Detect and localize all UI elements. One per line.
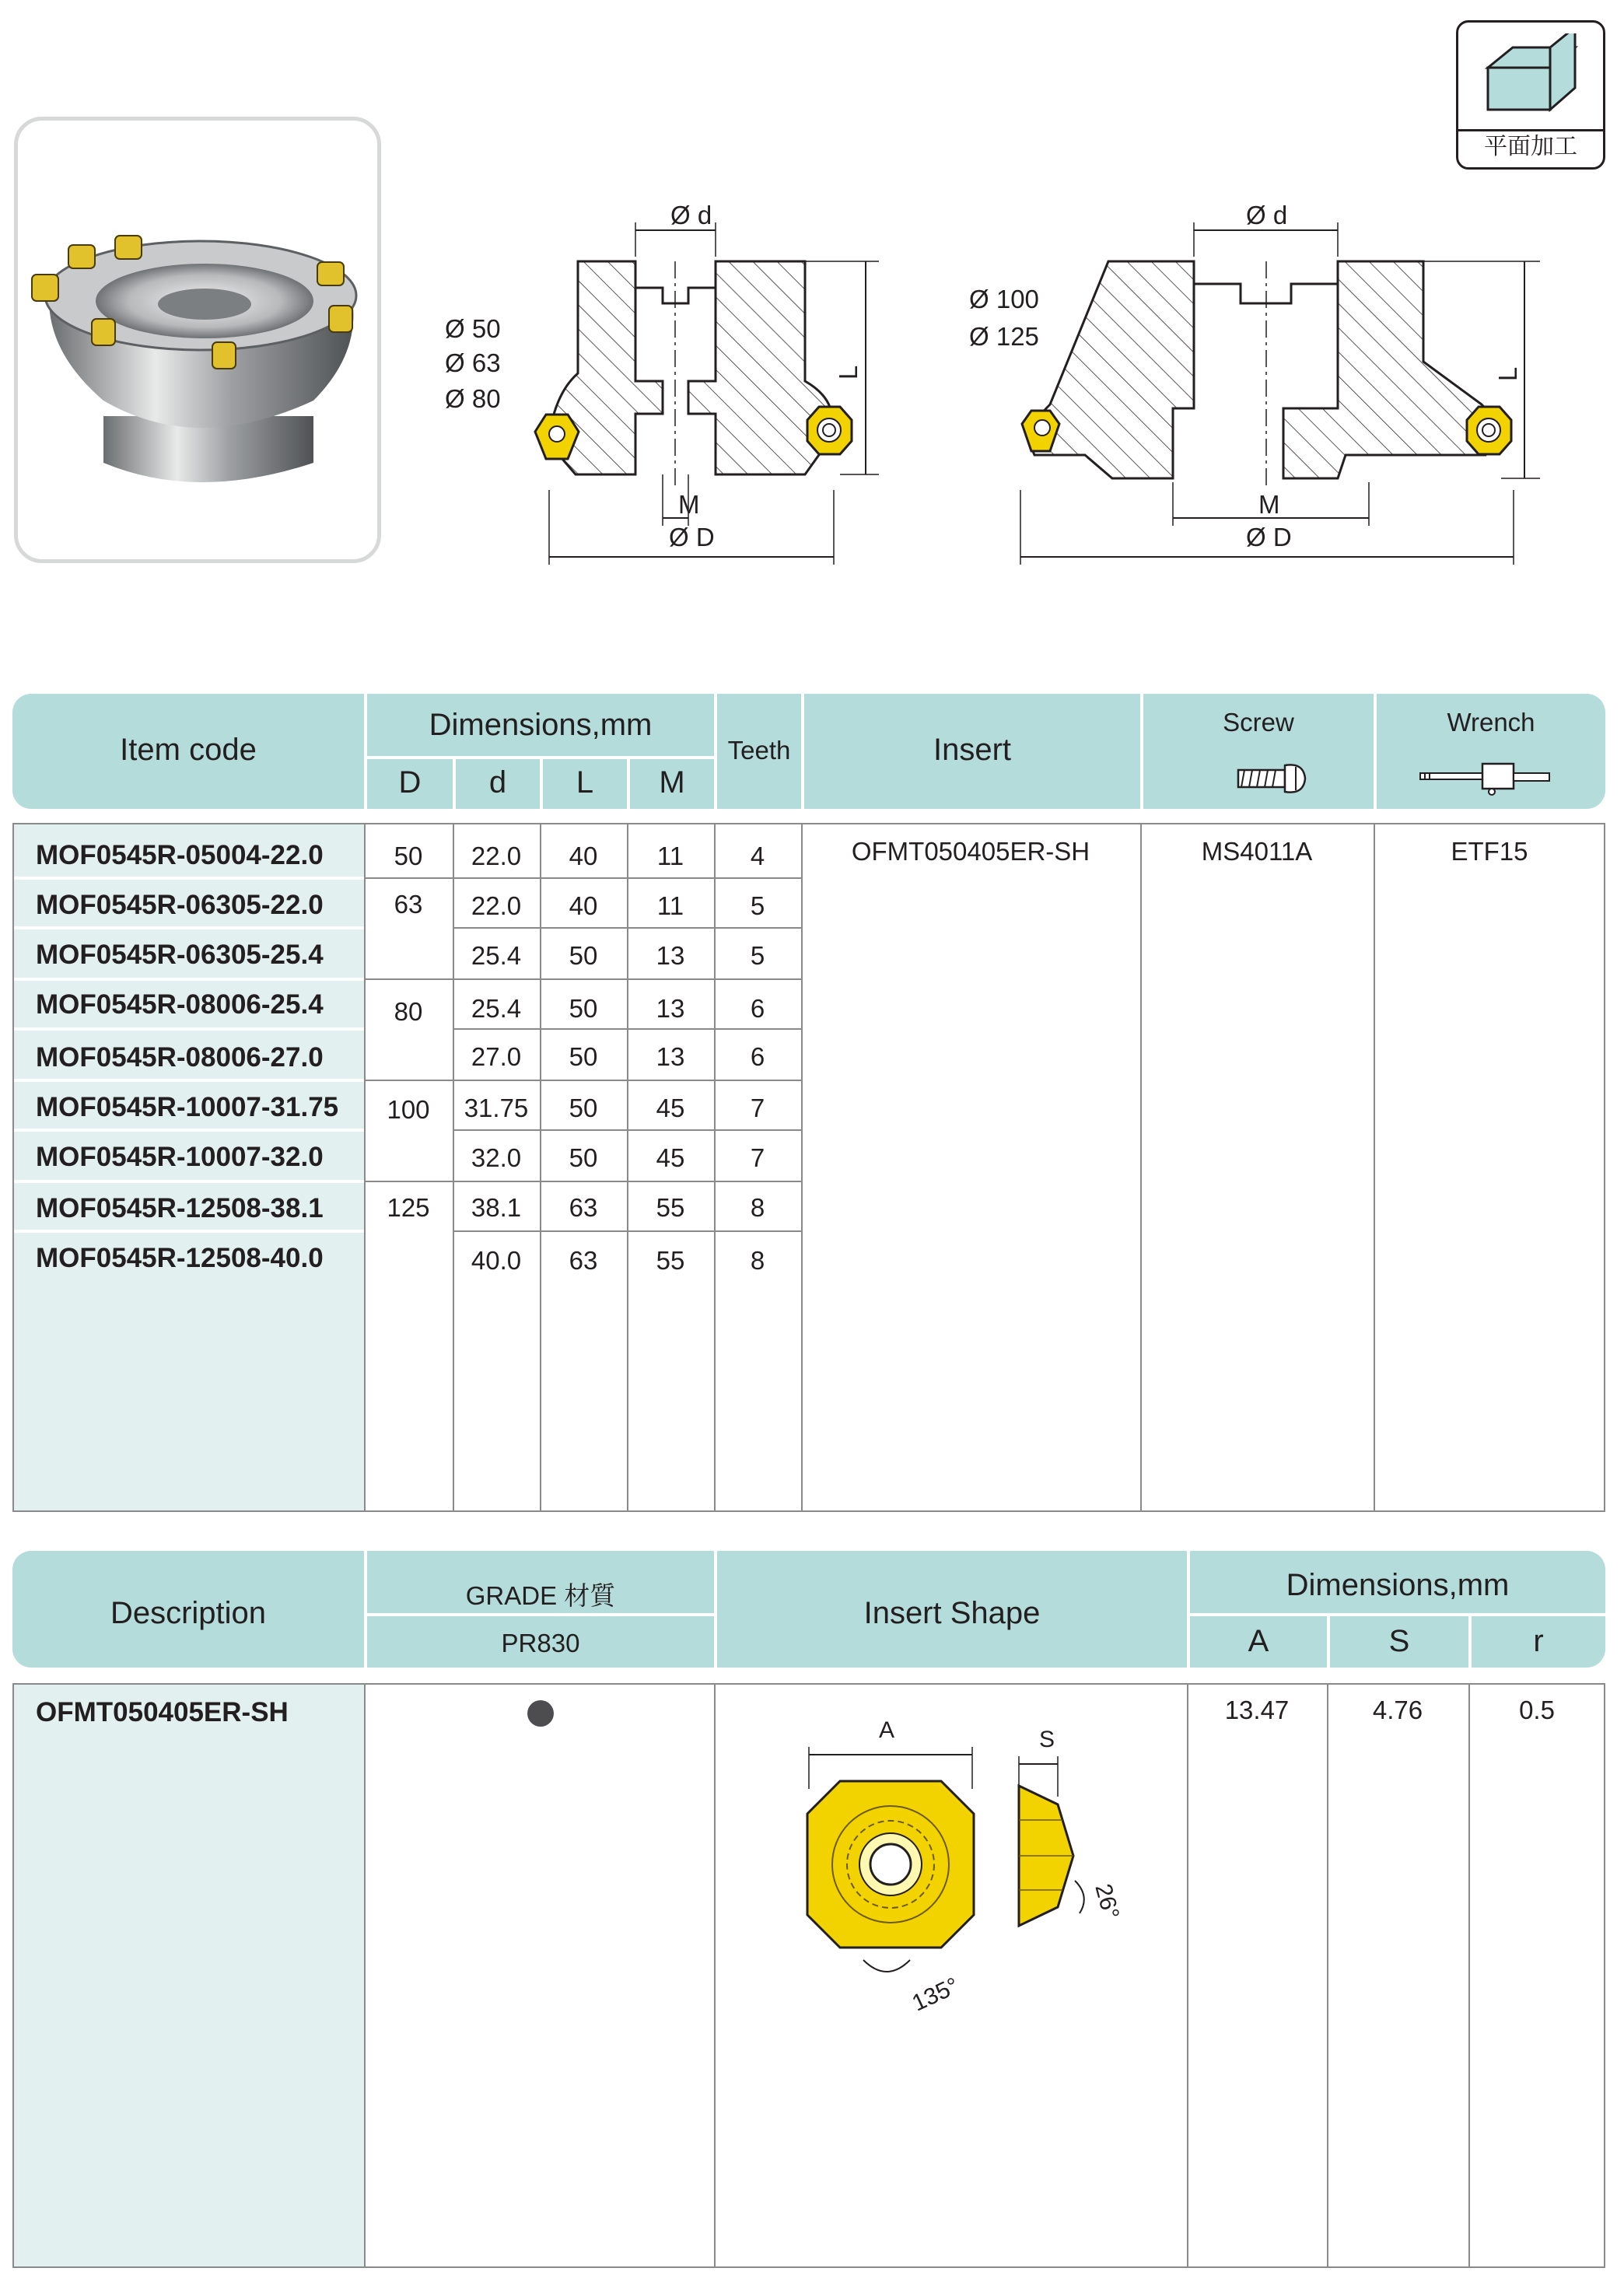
cell-teeth: 6 [750, 1042, 765, 1071]
dim-S-value: 4.76 [1372, 1696, 1423, 1724]
insert-code: OFMT050405ER-SH [851, 837, 1090, 866]
header-wrench: Wrench [1447, 708, 1535, 737]
small-diameter-80: Ø 80 [445, 384, 501, 413]
shape-label-S: S [1039, 1727, 1055, 1752]
item-code: MOF0545R-08006-25.4 [36, 989, 324, 1020]
cell-M: 13 [656, 941, 685, 970]
cell-teeth: 7 [750, 1143, 765, 1172]
header-insert: Insert [933, 733, 1012, 767]
small-diameter-63: Ø 63 [445, 348, 501, 377]
small-L-label: L [834, 365, 863, 380]
item-code: MOF0545R-05004-22.0 [36, 840, 324, 870]
small-d-label: Ø d [670, 201, 712, 229]
shape-label-135: 135° [908, 1972, 963, 2017]
large-diameter-100: Ø 100 [969, 285, 1039, 313]
header-D: D [398, 765, 422, 800]
item-code: MOF0545R-06305-25.4 [36, 940, 324, 970]
machining-type-badge [1456, 20, 1605, 170]
header-dimensions-2: Dimensions,mm [1286, 1568, 1510, 1602]
header-dimensions: Dimensions,mm [429, 708, 653, 742]
item-code: MOF0545R-12508-38.1 [36, 1193, 324, 1223]
small-D-label: Ø D [669, 523, 715, 551]
cutter-diagram-small [436, 187, 902, 576]
small-M-label: M [678, 490, 700, 519]
header-A: A [1248, 1624, 1269, 1658]
large-D-label: Ø D [1246, 523, 1292, 551]
cell-L: 50 [569, 1042, 598, 1071]
cell-L: 50 [569, 1143, 598, 1172]
item-code: MOF0545R-06305-22.0 [36, 890, 324, 920]
cell-M: 13 [656, 994, 685, 1023]
header-teeth: Teeth [727, 736, 791, 765]
cell-D: 63 [394, 890, 423, 919]
cell-teeth: 5 [750, 941, 765, 970]
header-description: Description [110, 1596, 267, 1630]
header-grade: GRADE 材質 [465, 1581, 616, 1610]
cell-L: 63 [569, 1193, 598, 1222]
face-mill-photo [18, 121, 377, 559]
wrench-icon [1419, 759, 1559, 798]
product-photo-frame [14, 117, 381, 563]
insert-description: OFMT050405ER-SH [36, 1697, 289, 1727]
cell-M: 11 [656, 842, 684, 870]
cell-M: 11 [656, 891, 684, 920]
cell-d: 27.0 [471, 1042, 522, 1071]
header-S: S [1388, 1624, 1410, 1658]
large-M-label: M [1258, 490, 1280, 519]
header-r: r [1533, 1624, 1544, 1658]
header-screw: Screw [1223, 708, 1294, 737]
cell-M: 45 [656, 1143, 685, 1172]
item-code: MOF0545R-08006-27.0 [36, 1042, 324, 1073]
cell-L: 50 [569, 994, 598, 1023]
cell-d: 31.75 [464, 1094, 529, 1122]
large-L-label: L [1493, 366, 1523, 382]
cell-M: 55 [656, 1193, 685, 1222]
cell-d: 22.0 [471, 842, 522, 870]
header-L: L [576, 765, 594, 800]
cell-M: 45 [656, 1094, 685, 1122]
cell-d: 25.4 [471, 941, 522, 970]
large-diameter-125: Ø 125 [969, 322, 1039, 351]
large-body-right [1283, 261, 1494, 478]
badge-label: 平面加工 [1458, 129, 1603, 163]
cell-D: 100 [387, 1095, 430, 1124]
cell-d: 38.1 [471, 1193, 522, 1222]
insert-shape-drawing [786, 1727, 1143, 2007]
screw-icon [1234, 759, 1311, 798]
small-diameter-50: Ø 50 [445, 314, 501, 343]
item-code: MOF0545R-10007-31.75 [36, 1092, 339, 1122]
wrench-code: ETF15 [1451, 837, 1528, 866]
header-M: M [659, 765, 685, 800]
cell-teeth: 7 [750, 1094, 765, 1122]
dim-r-value: 0.5 [1519, 1696, 1555, 1724]
cell-M: 55 [656, 1246, 685, 1275]
header-insert-shape: Insert Shape [863, 1596, 1041, 1630]
cell-teeth: 5 [750, 891, 765, 920]
cell-L: 40 [569, 891, 598, 920]
cell-D: 80 [394, 997, 423, 1026]
item-code: MOF0545R-10007-32.0 [36, 1142, 324, 1172]
cell-d: 25.4 [471, 994, 522, 1023]
cell-L: 63 [569, 1246, 598, 1275]
cell-teeth: 4 [750, 842, 765, 870]
dim-A-value: 13.47 [1224, 1696, 1290, 1724]
cell-M: 13 [656, 1042, 685, 1071]
cell-L: 40 [569, 842, 598, 870]
screw-code: MS4011A [1201, 837, 1313, 866]
cutter-diagram-large [1003, 187, 1563, 576]
cell-d: 40.0 [471, 1246, 522, 1275]
large-d-label: Ø d [1246, 201, 1288, 229]
shape-label-26: 26° [1090, 1881, 1124, 1923]
shape-label-A: A [879, 1717, 895, 1743]
header-grade-name: PR830 [501, 1629, 580, 1657]
cell-L: 50 [569, 941, 598, 970]
header-item-code: Item code [120, 733, 257, 767]
cell-d: 32.0 [471, 1143, 522, 1172]
cell-teeth: 6 [750, 994, 765, 1023]
cell-D: 125 [387, 1193, 430, 1222]
item-code: MOF0545R-12508-40.0 [36, 1243, 324, 1273]
cell-teeth: 8 [750, 1193, 765, 1222]
face-milling-icon [1458, 33, 1603, 127]
header-d: d [488, 765, 507, 800]
cell-teeth: 8 [750, 1246, 765, 1275]
cell-D: 50 [394, 842, 423, 870]
cell-d: 22.0 [471, 891, 522, 920]
cell-L: 50 [569, 1094, 598, 1122]
grade-available-dot [527, 1700, 554, 1727]
